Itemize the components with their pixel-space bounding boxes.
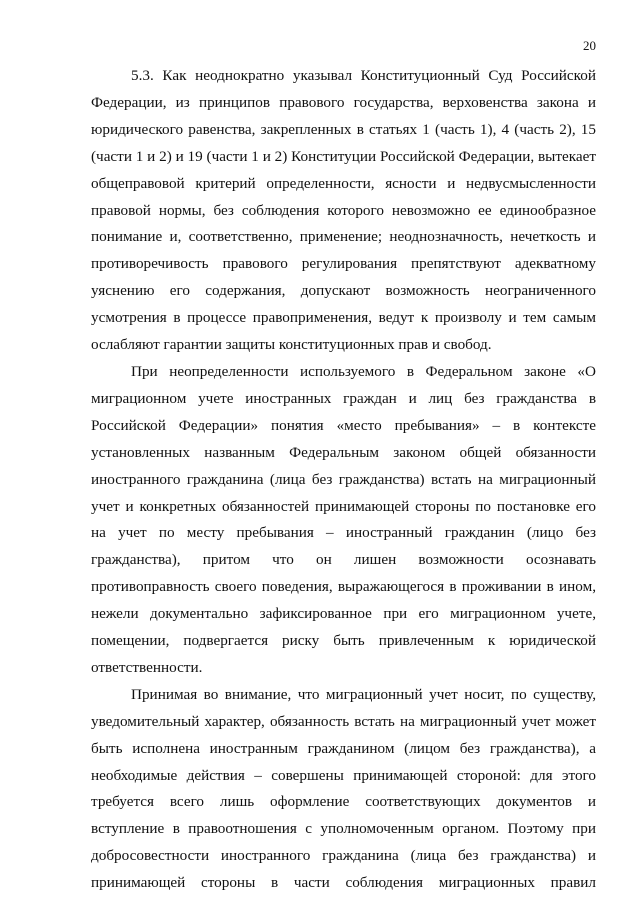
paragraph-1: 5.3. Как неоднократно указывал Конституционный Суд Российской Федерации, из принципов правового государства, верховенства закона и юридического равенства, закрепленных в статьях 1 (часть 1), 4 (часть 2), 15 (части 1 и 2) и 19 (части 1 и 2) Конституции Российской Федерации, вытекает общеправовой критерий определенности, ясности и недвусмысленности правовой нормы, без соблюдения которого невозможно ее единообразное понимание и, соответственно, применение; неоднозначность, нечеткость и противоречивость правового регулирования препятствуют адекватному уяснению его содержания, допускают возможность неограниченного усмотрения в процессе правоприменения, ведут к произволу и тем самым ослабляют гарантии защиты конституционных прав и свобод. [91,67,596,354]
document-body [91,63,596,897]
paragraph-2: При неопределенности используемого в Федеральном законе «О миграционном учете иностранных граждан и лиц без гражданства в Российской Федерации» понятия «место пребывания» – в контексте установленных названным Федеральным законом общей обязанности иностранного гражданина (лица без гражданства) встать на миграционный учет и конкретных обязанностей принимающей стороны по постановке его на учет по месту пребывания – иностранный гражданин (лицо без гражданства), притом что он лишен возможности осознавать противоправность своего поведения, выражающегося в проживании в ином, нежели документально зафиксированное при его миграционном учете, помещении, подвергается риску быть привлеченным к юридической ответственности. [91,362,596,676]
paragraph-3: Принимая во внимание, что миграционный учет носит, по существу, уведомительный характер, обязанность встать на миграционный учет может быть исполнена иностранным гражданином (лицом без гражданства), а необходимые действия – совершены принимающей стороной: для этого требуется всего лишь оформление соответствующих документов и вступление в правоотношения с уполномоченным органом. Поэтому при добросовестности иностранного гражданина (лица без гражданства) и принимающей стороны в части соблюдения миграционных правил [91,685,596,892]
page-number: 20 [583,38,596,53]
